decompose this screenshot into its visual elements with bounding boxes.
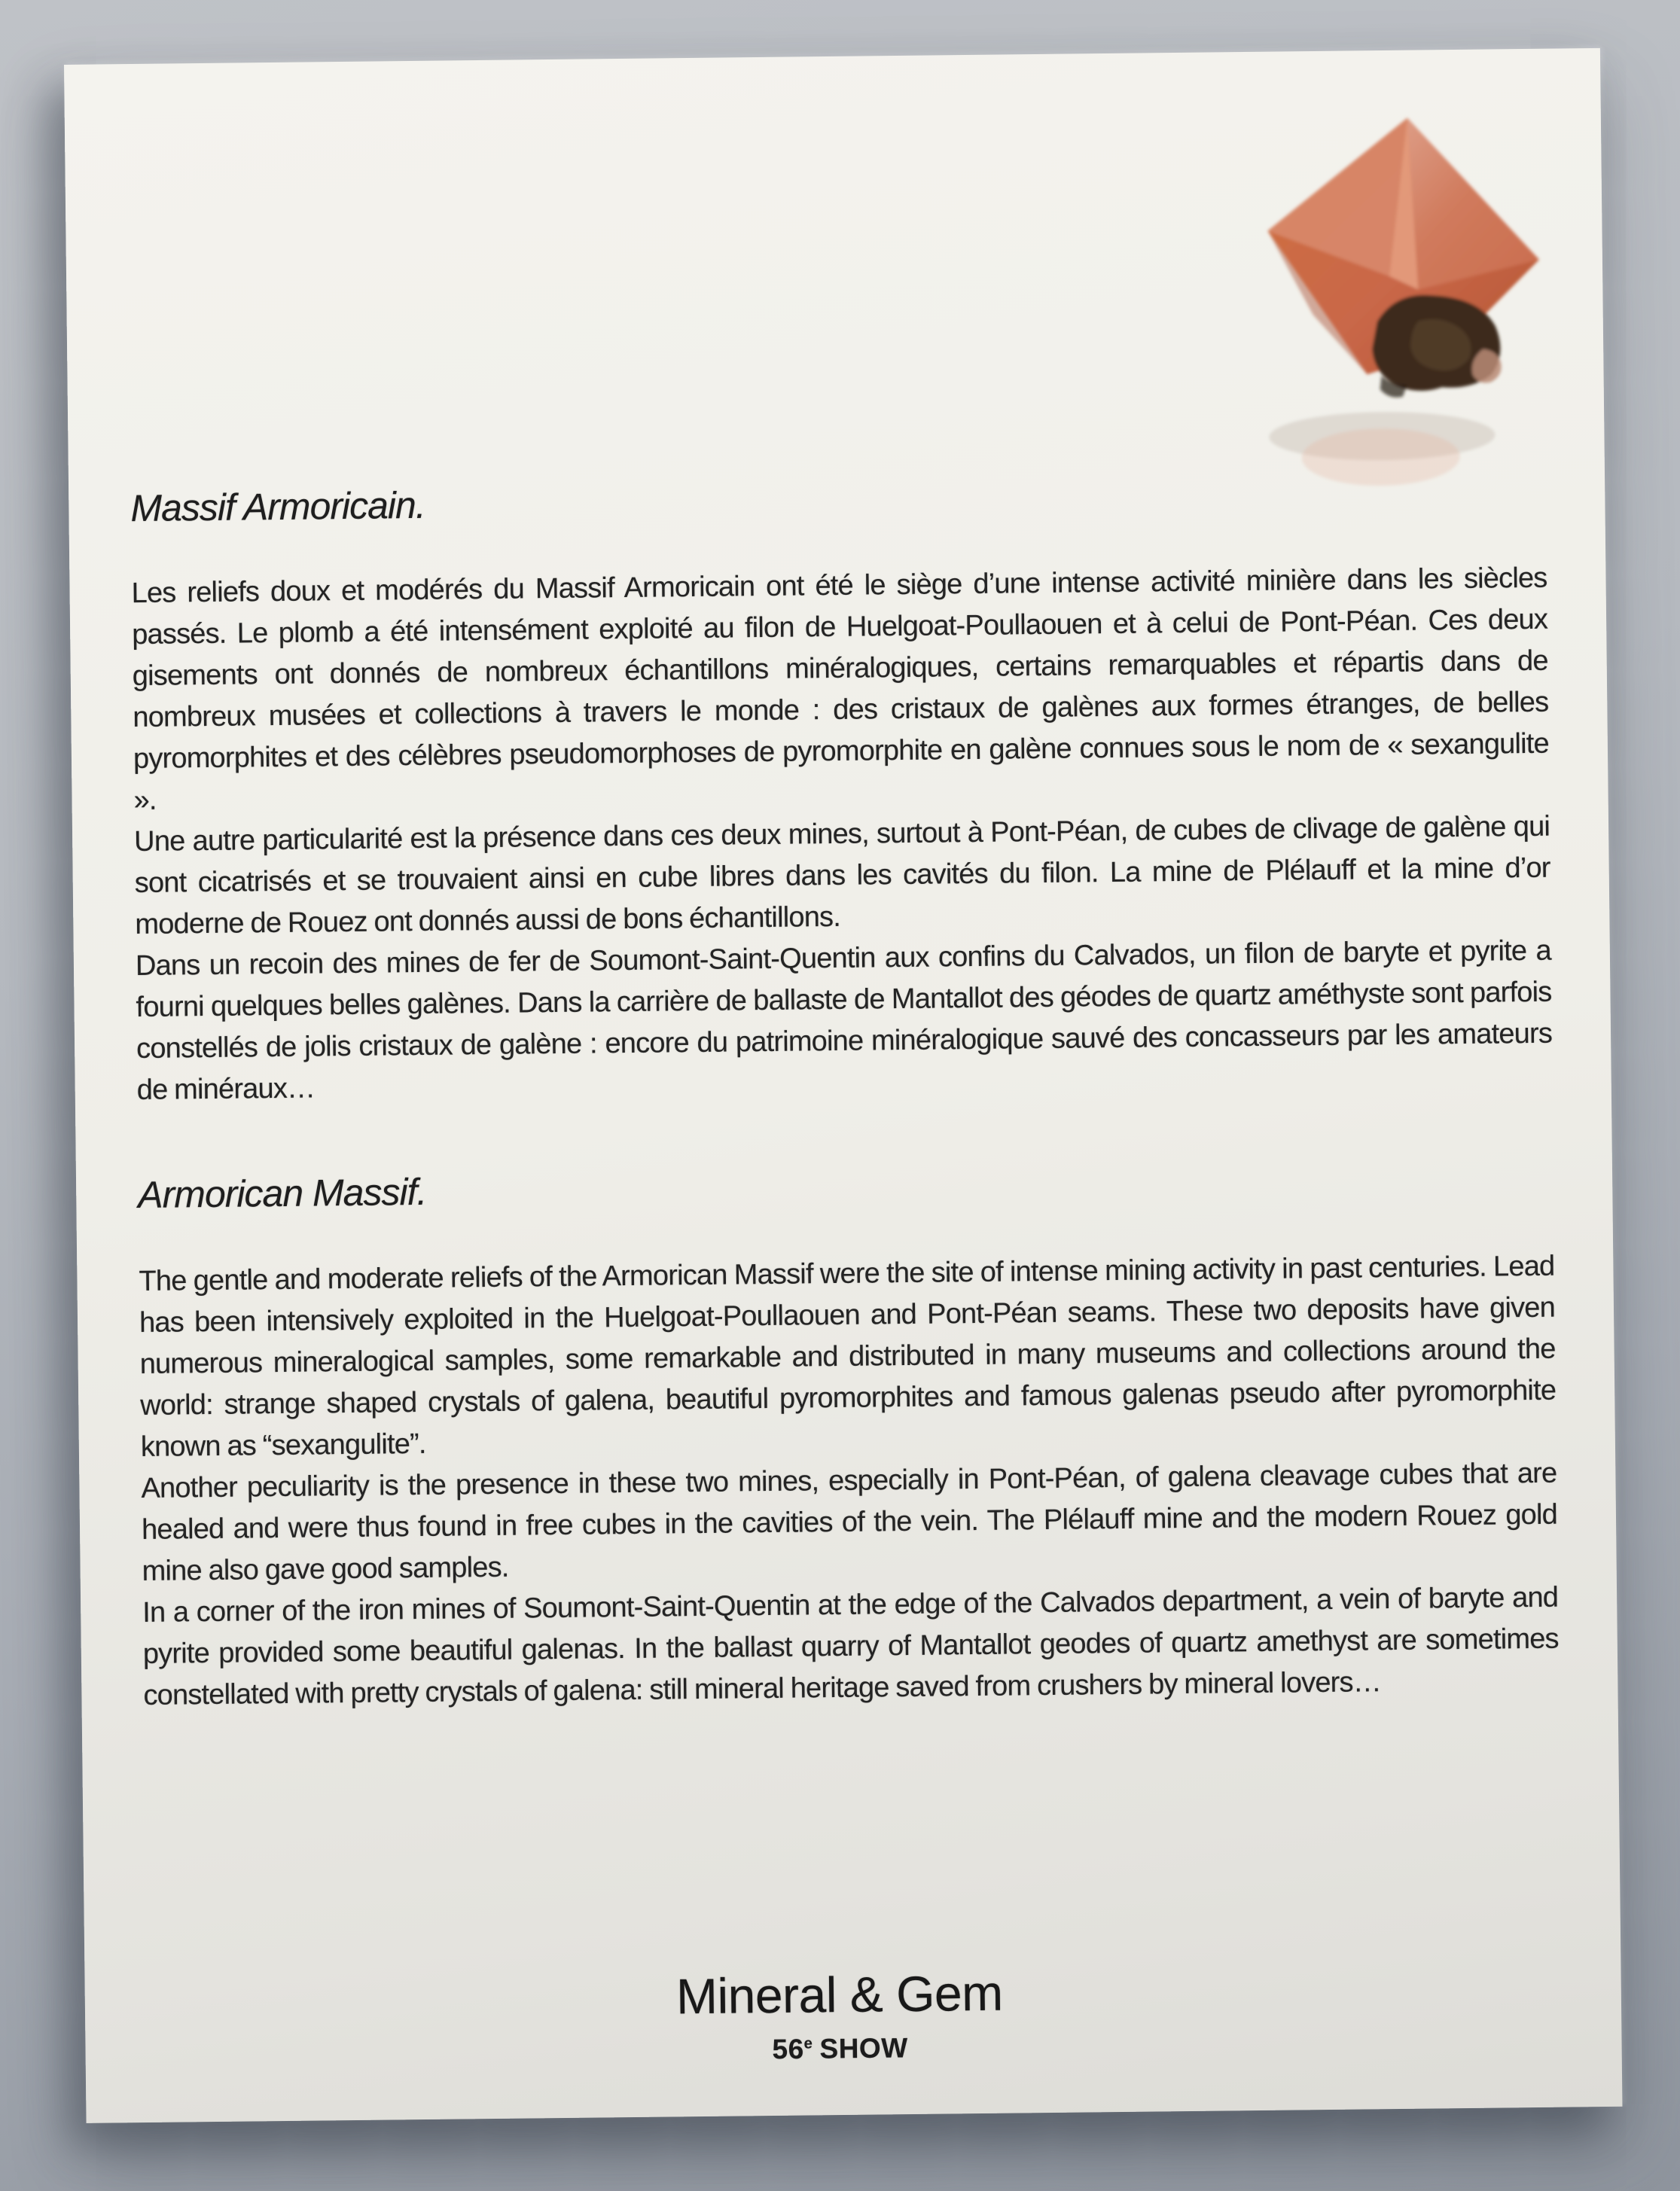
edition-word: SHOW — [819, 2032, 908, 2065]
brand-name: Mineral & Gem — [675, 1964, 1003, 2025]
english-paragraph-1: The gentle and moderate reliefs of the Armorican Massif were the site of intense mining activity in past centuries. Lead has been intensively exploited in the Huelgoat-Poullaouen and Pont-Péan seams. These two deposits have given numerous mineralogical samples, some remarkable and distributed in many museums and collections around the world: strange shaped crystals of galena, beautiful pyromorphites and famous galenas pseudo after pyromorphite known as “sexangulite”. — [139, 1250, 1557, 1464]
english-paragraph-3: In a corner of the iron mines of Soumont-Saint-Quentin at the edge of the Calvados department, a vein of baryte and pyrite provided some beautiful galenas. In the ballast quarry of Mantallot geodes of quartz amethyst are sometimes constellated with pretty crystals of galena: still mineral heritage saved from crushers by mineral lovers… — [142, 1581, 1559, 1711]
french-paragraph-3: Dans un recoin des mines de fer de Soumont-Saint-Quentin aux confins du Calvados, un filon de baryte et pyrite a fourni quelques belles galènes. Dans la carrière de ballaste de Mantallot des géodes de quartz améthyste sont parfois constellés de jolis cristaux de galène : encore du patrimoine minéralogique sauvé des concasseurs par les amateurs de minéraux… — [135, 934, 1553, 1107]
french-section-heading: Massif Armoricain. — [130, 483, 425, 530]
french-text-block — [131, 558, 1553, 1111]
english-section-heading: Armorican Massif. — [137, 1170, 427, 1217]
mineral-show-info-card — [64, 48, 1622, 2123]
english-paragraph-2: Another peculiarity is the presence in these two mines, especially in Pont-Péan, of galena cleavage cubes that are healed and were thus found in free cubes in the cavities of the vein. The Plélauff mine and the modern Rouez gold mine also gave good samples. — [141, 1457, 1558, 1587]
show-logo — [676, 1966, 1004, 2067]
edition-line — [676, 2026, 1003, 2067]
french-paragraph-2: Une autre particularité est la présence dans ces deux mines, surtout à Pont-Péan, de cubes de clivage de galène qui sont cicatrisés et se trouvaient ainsi en cube libres dans les cavités du filon. La mine de Plélauff et la mine d’or moderne de Rouez ont donnés aussi de bons échantillons. — [133, 810, 1550, 941]
mineral-specimen-photo — [1191, 94, 1557, 520]
french-paragraph-1: Les reliefs doux et modérés du Massif Armoricain ont été le siège d’une intense activité minière dans les siècles passés. Le plomb a été intensément exploité au filon de Huelgoat-Poullaouen et à celui de Pont-Péan. Ces deux gisements ont donnés de nombreux échantillons minéralogiques, certains remarquables et répartis dans de nombreux musées et collections à travers le monde : des cristaux de galènes aux formes étranges, de belles pyromorphites et des célèbres pseudomorphoses de pyromorphite en galène connues sous le nom de « sexangulite ». — [131, 562, 1550, 817]
edition-number: 56 — [772, 2033, 804, 2065]
edition-ordinal-suffix: e — [803, 2035, 813, 2052]
english-text-block — [139, 1246, 1559, 1717]
